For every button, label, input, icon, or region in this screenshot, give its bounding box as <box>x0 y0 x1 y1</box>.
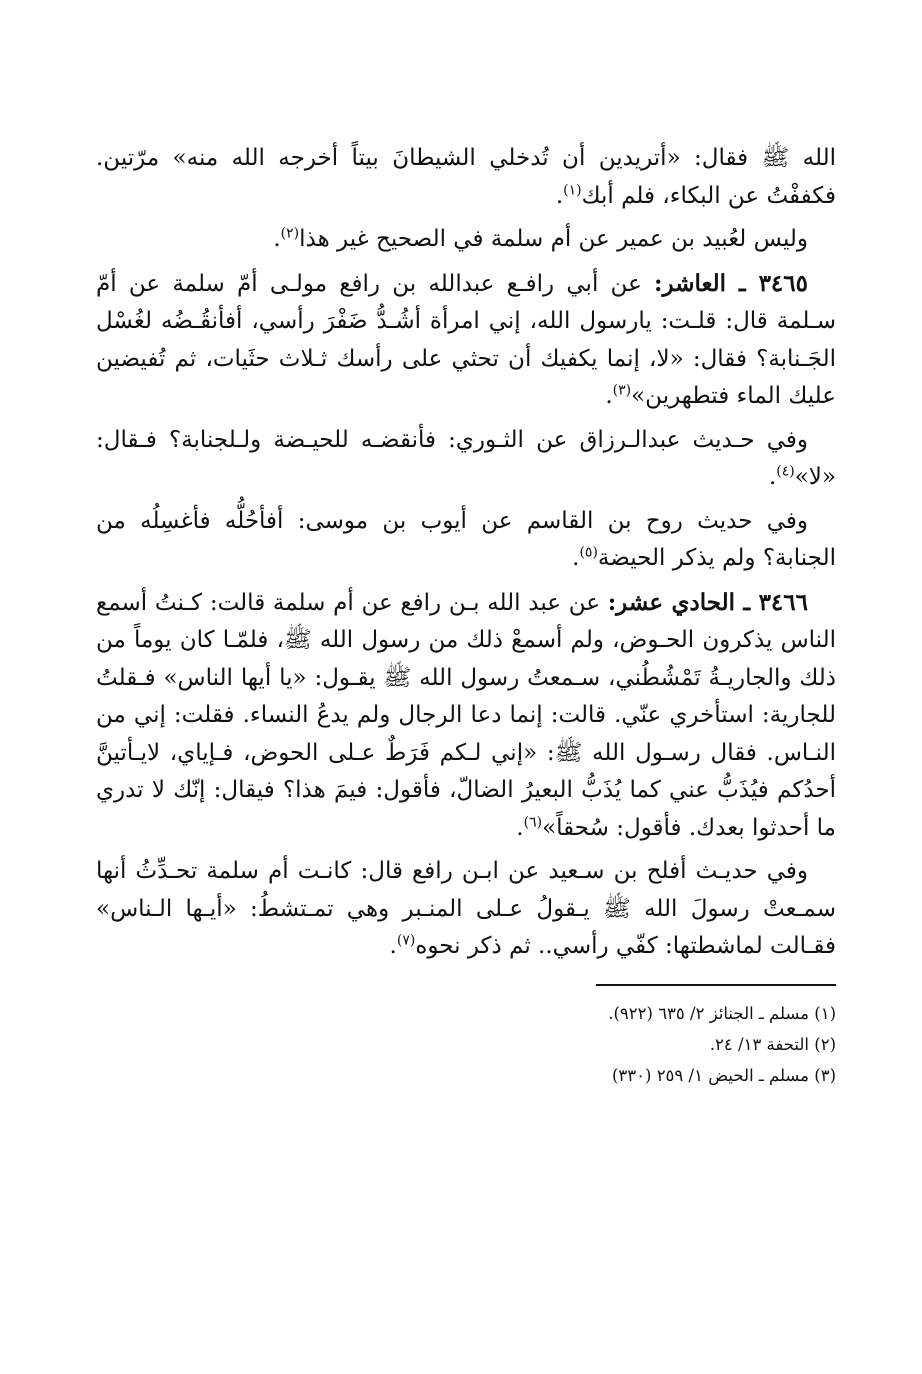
page <box>96 140 836 1091</box>
paragraph <box>96 853 836 966</box>
paragraph <box>96 221 836 259</box>
footnote-marker: (١) <box>563 181 582 198</box>
paragraph-text: وليس لعُبيد بن عمير عن أم سلمة في الصحيح غير هذا <box>299 226 808 252</box>
body-text <box>96 140 836 966</box>
paragraph-text: وفي حديث روح بن القاسم عن أيوب بن موسى: أفأحُلُّه فأغسِلُه من الجنابة؟ ولم يذكر الحيضة <box>96 507 836 571</box>
footnote: (٣) مسلم ـ الحيض ١/ ٢٥٩ (٣٣٠) <box>611 1065 836 1085</box>
paragraph-text: عن أبي رافـع عبدالله بن رافع مولـى أمّ سلمة عن أمّ سـلمة قال: قلـت: يارسول الله، إني امرأة أشُـدُّ ضَفْرَ رأسي، أفأنقُـضُه لغُسْل الجَـنابة؟ فقال: «لا، إنما يكفيك أن تحثي على رأسك ثـلاث حثَيات، ثم تُفيضين عليك الماء فتطهرين» <box>96 270 836 409</box>
paragraph <box>96 422 836 497</box>
footnote-marker: (٦) <box>523 813 543 830</box>
paragraph-tail: . <box>389 933 397 959</box>
footnote-marker: (٣) <box>612 382 632 399</box>
paragraph-tail: . <box>516 814 524 841</box>
paragraph-tail: . <box>572 545 580 571</box>
footnote-divider <box>596 984 836 986</box>
paragraph <box>96 584 836 848</box>
footnote-marker: (٥) <box>579 544 598 561</box>
paragraph <box>96 140 836 215</box>
paragraph-text: عن عبد الله بـن رافع عن أم سلمة قالت: كـنتُ أسمع الناس يذكرون الحـوض، ولم أسمعْ ذلك من رسول الله ﷺ، فلمّـا كان يوماً من ذلك والجاريـةُ تَمْشُطُني، سـمعتُ رسول الله ﷺ يقـول: «يا أيها الناس» فـقلتُ للجارية: استأخري عنّي. قالت: إنما دعا الرجال ولم يدعُ النساء. فقلت: إني من النـاس. فقال رسـول الله ﷺ: «إني لـكم فَرَطٌ عـلى الحوض، فـإياي، لايـأتينَّ أحدُكم فيُذَبُّ عني كما يُذَبُّ البعيرُ الضالّ، فأقول: فيمَ هذا؟ فيقال: إنّك لا تدري ما أحدثوا بعدك. فأقول: سُحقاً» <box>96 589 836 841</box>
footnote-marker: (٧) <box>396 932 416 949</box>
paragraph-text: وفي حـديث عبدالـرزاق عن الثـوري: فأنقضـه للحيـضة ولـلجنابة؟ فـقال: «لا» <box>96 426 836 490</box>
paragraph-text: وفي حديـث أفلح بن سـعيد عن ابـن رافع قال: كانـت أم سلمة تحـدِّثُ أنها سمـعتْ رسولَ الله ﷺ يـقولُ عـلى المنـبر وهي تمـتشطُ: «أيـها الـناس» فقـالت لماشطتها: كفّي رأسي.. ثم ذكر نحوه <box>96 858 836 959</box>
paragraph <box>96 503 836 578</box>
paragraph-tail: . <box>768 464 777 490</box>
footnote-marker: (٤) <box>776 463 795 480</box>
paragraph-tail: . <box>605 383 613 409</box>
hadith-number: ٣٤٦٥ ـ العاشر: <box>654 269 808 297</box>
footnote: (٢) التحفة ١٣/ ٢٤. <box>709 1034 836 1054</box>
paragraph-tail: . <box>555 182 564 209</box>
footnotes <box>96 998 836 1091</box>
footnote: (١) مسلم ـ الجنائز ٢/ ٦٣٥ (٩٢٢). <box>608 1003 836 1023</box>
paragraph-text: الله ﷺ فقال: «أتريدين أن تُدخلي الشيطانَ بيتاً أخرجه الله منه» مرّتين. فكففْتُ عن البكاء، فلم أبك <box>96 145 836 209</box>
hadith-number: ٣٤٦٦ ـ الحادي عشر: <box>607 588 808 616</box>
paragraph <box>96 265 836 416</box>
footnote-marker: (٢) <box>280 225 300 242</box>
paragraph-tail: . <box>273 226 281 252</box>
